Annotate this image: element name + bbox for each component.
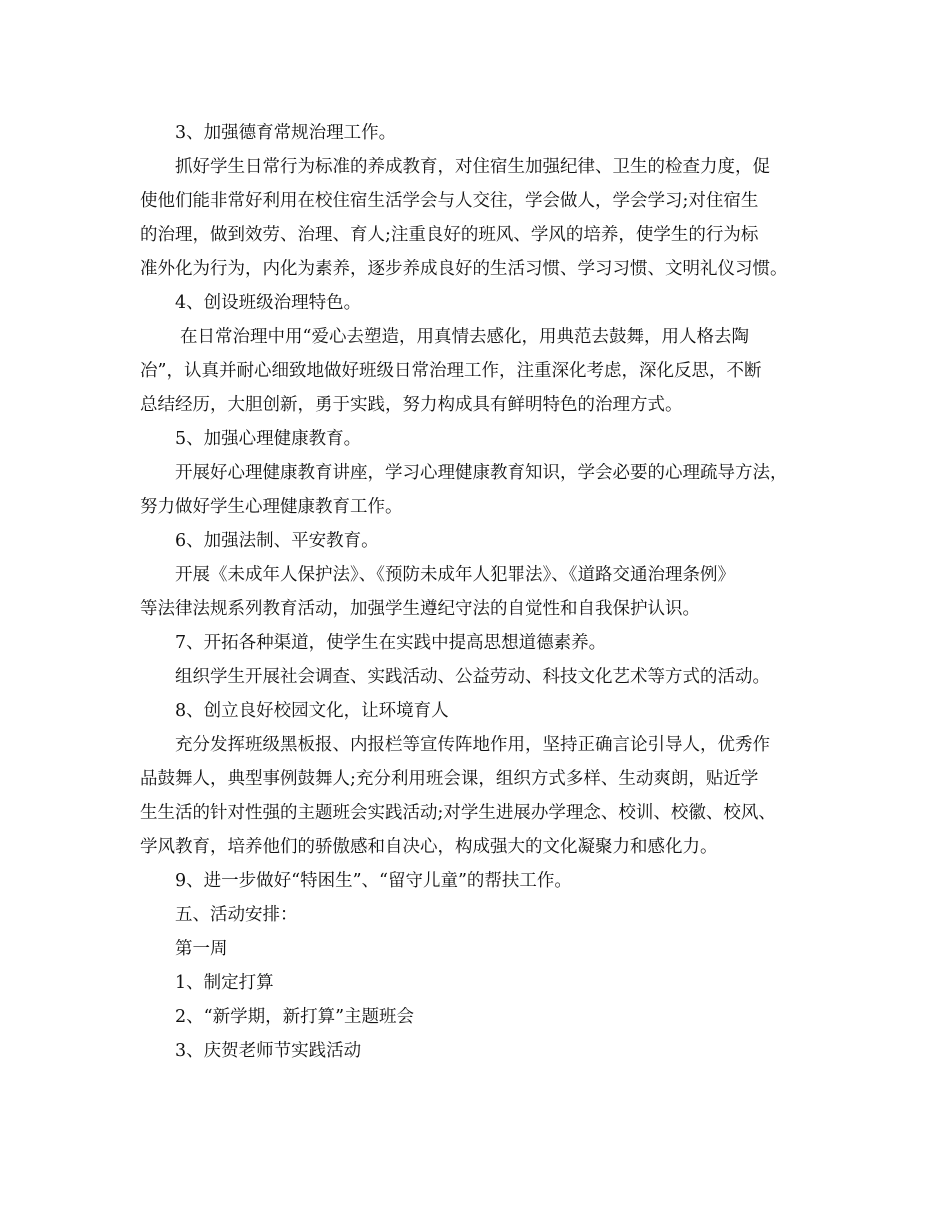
paragraph-line: 努力做好学生心理健康教育工作。 [140, 497, 403, 517]
paragraph-line: 学风教育，培养他们的骄傲感和自决心，构成强大的文化凝聚力和感化力。 [140, 837, 718, 857]
paragraph-line: 冶”，认真并耐心细致地做好班级日常治理工作，注重深化考虑，深化反思，不断 [140, 361, 762, 381]
paragraph-line: 组织学生开展社会调查、实践活动、公益劳动、科技文化艺术等方式的活动。 [175, 667, 770, 687]
list-item: 1、制定打算 [175, 973, 274, 993]
section-heading-8: 8、创立良好校园文化，让环境育人 [175, 701, 449, 721]
list-item: 2、“新学期，新打算”主题班会 [175, 1007, 415, 1027]
paragraph-line: 总结经历，大胆创新，勇于实践，努力构成具有鲜明特色的治理方式。 [140, 395, 683, 415]
week-label: 第一周 [175, 939, 228, 959]
paragraph-line: 的治理，做到效劳、治理、育人;注重良好的班风、学风的培养，使学生的行为标 [140, 225, 759, 245]
paragraph-line: 抓好学生日常行为标准的养成教育，对住宿生加强纪律、卫生的检查力度，促 [175, 157, 770, 177]
section-heading-4: 4、创设班级治理特色。 [175, 293, 362, 313]
list-item: 3、庆贺老师节实践活动 [175, 1041, 362, 1061]
paragraph-line: 等法律法规系列教育活动，加强学生遵纪守法的自觉性和自我保护认识。 [140, 599, 700, 619]
paragraph-line: 开展好心理健康教育讲座，学习心理健康教育知识，学会必要的心理疏导方法， [175, 463, 788, 483]
section-heading-7: 7、开拓各种渠道，使学生在实践中提高思想道德素养。 [175, 633, 607, 653]
document-body [140, 116, 830, 1068]
paragraph-line: 品鼓舞人，典型事例鼓舞人;充分利用班会课，组织方式多样、生动爽朗，贴近学 [140, 769, 759, 789]
paragraph-line: 生生活的针对性强的主题班会实践活动;对学生进展办学理念、校训、校徽、校风、 [140, 803, 776, 823]
section-heading-9: 9、进一步做好“特困生”、“留守儿童”的帮扶工作。 [175, 871, 572, 891]
paragraph-line: 开展《未成年人保护法》、《预防未成年人犯罪法》、《道路交通治理条例》 [175, 565, 735, 585]
section-heading-activities: 五、活动安排： [175, 905, 298, 925]
section-heading-6: 6、加强法制、平安教育。 [175, 531, 379, 551]
paragraph-line: 使他们能非常好利用在校住宿生活学会与人交往，学会做人，学会学习;对住宿生 [140, 191, 759, 211]
paragraph-line: 准外化为行为，内化为素养，逐步养成良好的生活习惯、学习习惯、文明礼仪习惯。 [140, 259, 788, 279]
section-heading-5: 5、加强心理健康教育。 [175, 429, 362, 449]
section-heading-3: 3、加强德育常规治理工作。 [175, 123, 397, 143]
paragraph-line: 充分发挥班级黑板报、内报栏等宣传阵地作用，坚持正确言论引导人，优秀作 [175, 735, 770, 755]
paragraph-line: 在日常治理中用“爱心去塑造，用真情去感化，用典范去鼓舞，用人格去陶 [180, 327, 749, 347]
